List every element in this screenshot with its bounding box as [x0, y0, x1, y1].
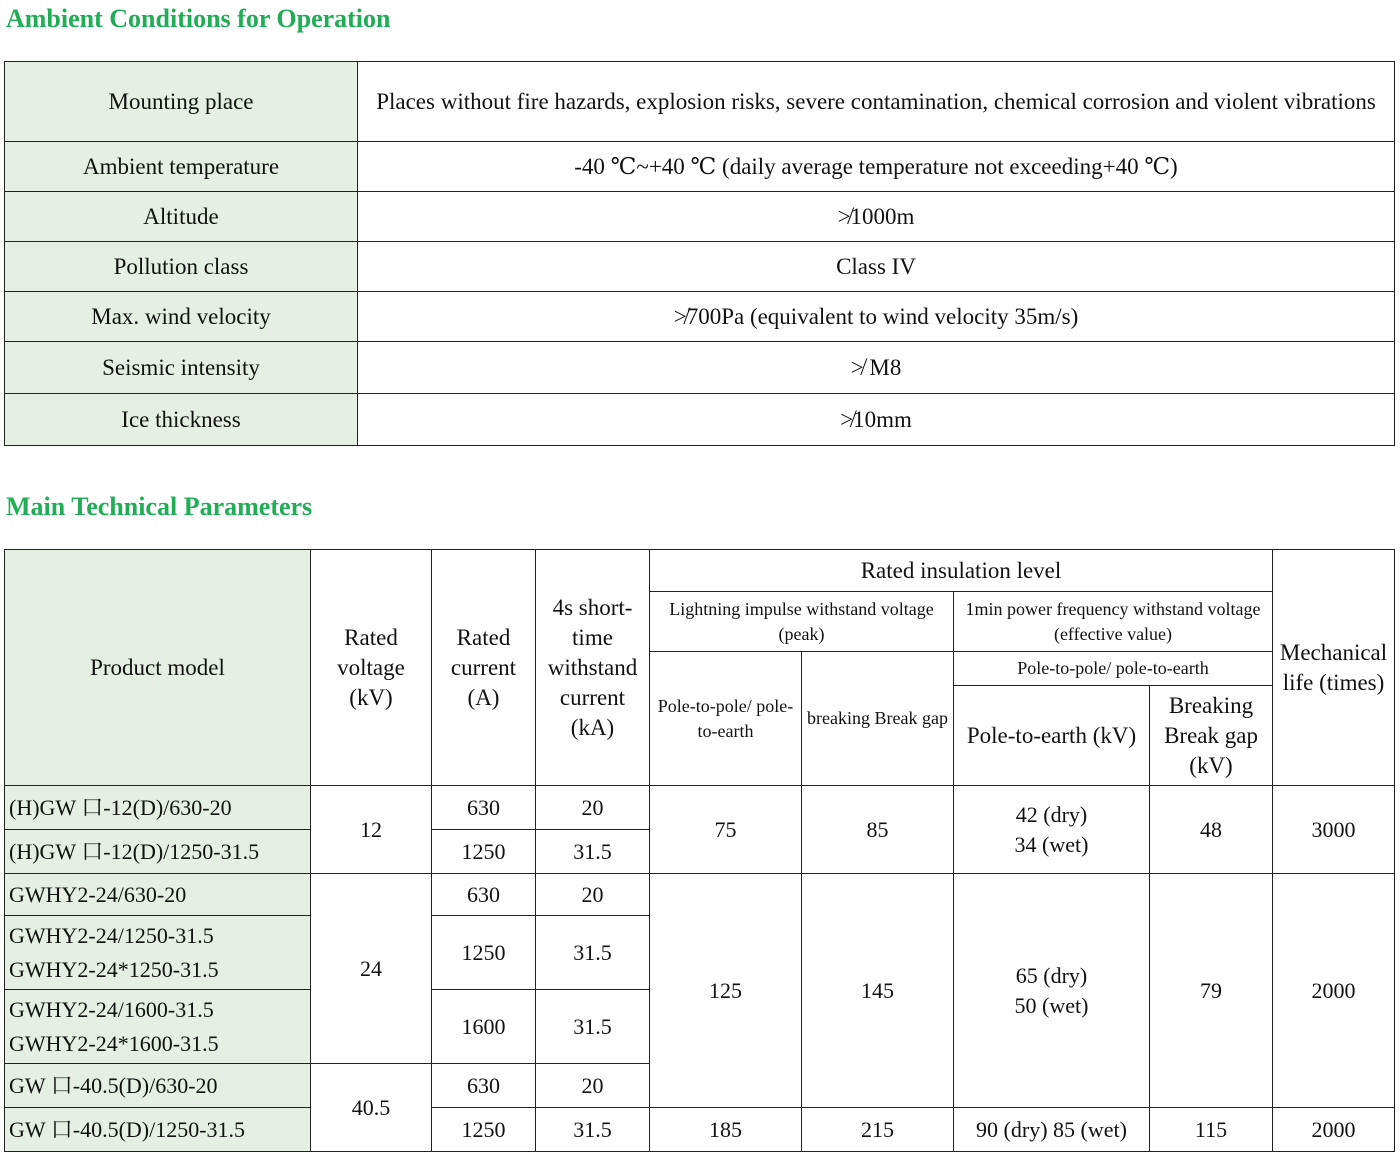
product-model: (H)GW 口-12(D)/1250-31.5: [5, 830, 311, 874]
product-model: (H)GW 口-12(D)/630-20: [5, 786, 311, 830]
row-value: ≯10mm: [358, 394, 1395, 446]
short-time-current: 31.5: [536, 830, 650, 874]
lightning-pole-value: 125: [650, 874, 802, 1108]
pf-pole-earth-value: 90 (dry) 85 (wet): [954, 1108, 1150, 1152]
pf-dry: 65 (dry): [1015, 962, 1088, 988]
rated-current: 630: [432, 874, 536, 916]
mechanical-life-value: 2000: [1273, 1108, 1395, 1152]
rated-current: 1250: [432, 830, 536, 874]
row-value: ≯1000m: [358, 192, 1395, 242]
pf-dry: 42 (dry): [1015, 801, 1088, 827]
short-time-current: 31.5: [536, 1108, 650, 1152]
short-time-current: 20: [536, 1064, 650, 1108]
pf-gap-value: 48: [1150, 786, 1273, 874]
header-lightning-impulse: Lightning impulse withstand voltage (peak): [650, 592, 954, 652]
row-label: Altitude: [5, 192, 358, 242]
model-line: GWHY2-24/1600-31.5: [9, 996, 214, 1022]
pf-wet: 50 (wet): [1014, 992, 1089, 1018]
row-value: Class IV: [358, 242, 1395, 292]
model-line: GWHY2-24*1600-31.5: [9, 1030, 219, 1056]
product-model: GW 口-40.5(D)/1250-31.5: [5, 1108, 311, 1152]
rated-current: 1250: [432, 916, 536, 990]
technical-parameters-table: [4, 549, 1395, 1152]
pf-gap-value: 79: [1150, 874, 1273, 1108]
table-row: [5, 1108, 1395, 1152]
header-product-model: Product model: [5, 550, 311, 786]
ambient-title: Ambient Conditions for Operation: [6, 4, 391, 33]
header-breaking-gap-kv: Breaking Break gap (kV): [1150, 686, 1273, 786]
row-value: ≯700Pa (equivalent to wind velocity 35m/s): [358, 292, 1395, 342]
rated-current: 1250: [432, 1108, 536, 1152]
rated-current: 1600: [432, 990, 536, 1064]
product-model: [5, 990, 311, 1064]
header-short-time-current: 4s short-time withstand current (kA): [536, 550, 650, 786]
table-row: [5, 192, 1395, 242]
table-row: [5, 62, 1395, 142]
header-insulation-level: Rated insulation level: [650, 550, 1273, 592]
mechanical-life-value: 2000: [1273, 874, 1395, 1108]
row-label: Ice thickness: [5, 394, 358, 446]
lightning-gap-value: 215: [802, 1108, 954, 1152]
lightning-pole-value: 75: [650, 786, 802, 874]
row-value: -40 ℃~+40 ℃ (daily average temperature not exceeding+40 ℃): [358, 142, 1395, 192]
row-label: Max. wind velocity: [5, 292, 358, 342]
table-row: [5, 786, 1395, 830]
ambient-conditions-table: [4, 61, 1395, 446]
row-label: Seismic intensity: [5, 342, 358, 394]
pf-pole-earth-value: [954, 786, 1150, 874]
header-lightning-gap: breaking Break gap: [802, 652, 954, 786]
header-row: [5, 550, 1395, 592]
table-row: [5, 292, 1395, 342]
mechanical-life-value: 3000: [1273, 786, 1395, 874]
row-value: ≯ M8: [358, 342, 1395, 394]
model-line: GWHY2-24/1250-31.5: [9, 922, 214, 948]
rated-current: 630: [432, 786, 536, 830]
row-label: Mounting place: [5, 62, 358, 142]
model-line: GWHY2-24*1250-31.5: [9, 956, 219, 982]
row-label: Ambient temperature: [5, 142, 358, 192]
header-mechanical-life: Mechanical life (times): [1273, 550, 1395, 786]
product-model: GW 口-40.5(D)/630-20: [5, 1064, 311, 1108]
short-time-current: 20: [536, 874, 650, 916]
pf-gap-value: 115: [1150, 1108, 1273, 1152]
params-title: Main Technical Parameters: [6, 492, 313, 521]
header-pf-pole: Pole-to-pole/ pole-to-earth: [954, 652, 1273, 686]
header-lightning-pole: Pole-to-pole/ pole-to-earth: [650, 652, 802, 786]
rated-voltage: 40.5: [311, 1064, 432, 1152]
table-row: [5, 874, 1395, 916]
table-row: [5, 142, 1395, 192]
product-model: GWHY2-24/630-20: [5, 874, 311, 916]
short-time-current: 20: [536, 786, 650, 830]
short-time-current: 31.5: [536, 916, 650, 990]
header-power-frequency: 1min power frequency withstand voltage (effective value): [954, 592, 1273, 652]
rated-voltage: 12: [311, 786, 432, 874]
short-time-current: 31.5: [536, 990, 650, 1064]
rated-current: 630: [432, 1064, 536, 1108]
rated-voltage: 24: [311, 874, 432, 1064]
pf-pole-earth-value: [954, 874, 1150, 1108]
lightning-gap-value: 145: [802, 874, 954, 1108]
header-pole-earth-kv: Pole-to-earth (kV): [954, 686, 1150, 786]
header-rated-current: Rated current (A): [432, 550, 536, 786]
lightning-gap-value: 85: [802, 786, 954, 874]
row-value: Places without fire hazards, explosion risks, severe contamination, chemical corrosion and violent vibrations: [358, 62, 1395, 142]
header-rated-voltage: Rated voltage (kV): [311, 550, 432, 786]
lightning-pole-value: 185: [650, 1108, 802, 1152]
row-label: Pollution class: [5, 242, 358, 292]
pf-wet: 34 (wet): [1014, 831, 1089, 857]
product-model: [5, 916, 311, 990]
table-row: [5, 242, 1395, 292]
table-row: [5, 394, 1395, 446]
table-row: [5, 342, 1395, 394]
